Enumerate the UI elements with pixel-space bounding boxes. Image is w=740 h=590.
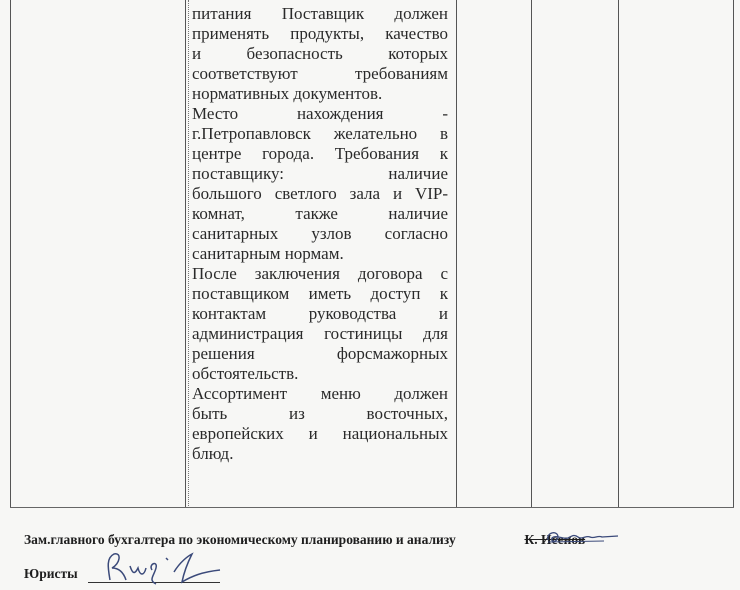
cell-line: контактам руководства и (192, 304, 448, 323)
cell-line: Ассортимент меню должен (192, 384, 448, 403)
lawyers-label: Юристы (24, 566, 78, 581)
cell-line: Место нахождения - (192, 104, 448, 123)
cell-line: и безопасность которых (192, 44, 448, 63)
table-border-right (733, 0, 734, 508)
table-border-col1 (185, 0, 186, 508)
table-bottom-border (10, 507, 734, 508)
cell-line: питания Поставщик должен (192, 4, 448, 23)
cell-line: санитарным нормам. (192, 244, 344, 263)
table-border-col5 (618, 0, 619, 508)
cell-line: нормативных документов. (192, 84, 383, 103)
cell-line: комнат, также наличие (192, 204, 448, 223)
cell-line: быть из восточных, (192, 404, 448, 423)
cell-line: обстоятельств. (192, 364, 299, 383)
cell-line: администрация гостиницы для (192, 324, 448, 343)
cell-line: санитарных узлов согласно (192, 224, 448, 243)
deputy-signature-icon (544, 526, 622, 548)
deputy-name: К. Исенов (524, 532, 586, 547)
deputy-label: Зам.главного бухгалтера по экономическому планированию и анализу (24, 532, 456, 547)
table-border-left (10, 0, 11, 508)
cell-line: После заключения договора с (192, 264, 448, 283)
cell-line: поставщиком иметь доступ к (192, 284, 448, 303)
table-border-col3 (456, 0, 457, 508)
lawyer-signature-icon (96, 550, 226, 586)
table-border-col4 (531, 0, 532, 508)
cell-line: поставщику: наличие (192, 164, 448, 183)
lawyers-signature-line (24, 566, 78, 582)
cell-line: европейских и национальных (192, 424, 448, 443)
cell-line: г.Петропавловск желательно в (192, 124, 448, 143)
cell-line: соответствуют требованиям (192, 64, 448, 83)
cell-line: применять продукты, качество (192, 24, 448, 43)
deputy-signature-line (24, 532, 585, 548)
cell-line: блюд. (192, 444, 234, 463)
cell-line: решения форсмажорных (192, 344, 448, 363)
cell-line: большого светлого зала и VIP- (192, 184, 448, 203)
requirements-cell (192, 4, 448, 464)
table-border-col2-dotted (188, 0, 189, 508)
cell-line: центре города. Требования к (192, 144, 448, 163)
